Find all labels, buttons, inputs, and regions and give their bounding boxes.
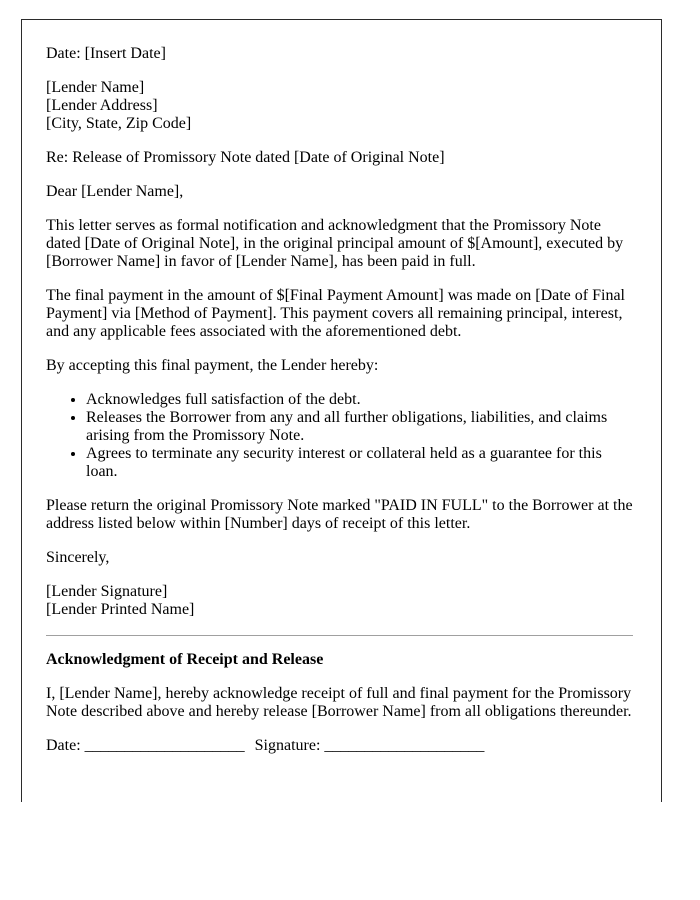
lender-city-state-zip-line: [City, State, Zip Code] (46, 115, 192, 132)
fill-signature-label: Signature: (254, 737, 321, 754)
body-paragraph-notification: This letter serves as formal notification and acknowledgment that the Promissory Note dated [Date of Original Note], in the original principal amount of $[Amount], executed by [Borrower Name] in favor of [Lender Name], has been paid in full. (46, 217, 624, 270)
acknowledgment-heading: Acknowledgment of Receipt and Release (46, 651, 324, 668)
lender-name-line: [Lender Name] (46, 79, 145, 96)
list-intro-paragraph: By accepting this final payment, the Lender hereby: (46, 357, 379, 374)
salutation: Dear [Lender Name], (46, 183, 184, 200)
letter-page-frame (21, 19, 662, 802)
lender-signature-line: [Lender Signature] (46, 583, 168, 600)
subject-re-line: Re: Release of Promissory Note dated [Date of Original Note] (46, 149, 445, 166)
body-paragraph-final-payment: The final payment in the amount of $[Final Payment Amount] was made on [Date of Final Payment] via [Method of Payment]. This payment covers all remaining principal, interest, and any applicable fees associated with the aforementioned debt. (46, 287, 625, 340)
closing-line: Sincerely, (46, 549, 110, 566)
date-line: Date: [Insert Date] (46, 45, 166, 62)
release-terms-list (46, 391, 633, 481)
lender-printed-name-line: [Lender Printed Name] (46, 601, 195, 618)
fill-date-label: Date: (46, 737, 81, 754)
signature-block (46, 583, 633, 619)
return-note-paragraph: Please return the original Promissory Note marked "PAID IN FULL" to the Borrower at the address listed below within [Number] days of receipt of this letter. (46, 497, 633, 532)
list-item-satisfaction: • Acknowledges full satisfaction of the debt. (86, 391, 633, 409)
acknowledgment-body-paragraph: I, [Lender Name], hereby acknowledge receipt of full and final payment for the Promissory Note described above and hereby release [Borrower Name] from all obligations thereunder. (46, 685, 632, 720)
list-item-release-obligations: • Releases the Borrower from any and all further obligations, liabilities, and claims arising from the Promissory Note. (86, 409, 633, 445)
lender-address-line: [Lender Address] (46, 97, 158, 114)
section-divider (46, 635, 633, 636)
lender-address-block (46, 79, 633, 133)
fill-date-blank: ____________________ (84, 737, 245, 754)
date-signature-fill-line (46, 737, 633, 755)
fill-signature-blank: ____________________ (324, 737, 485, 754)
list-item-terminate-security: • Agrees to terminate any security interest or collateral held as a guarantee for this loan. (86, 445, 633, 481)
